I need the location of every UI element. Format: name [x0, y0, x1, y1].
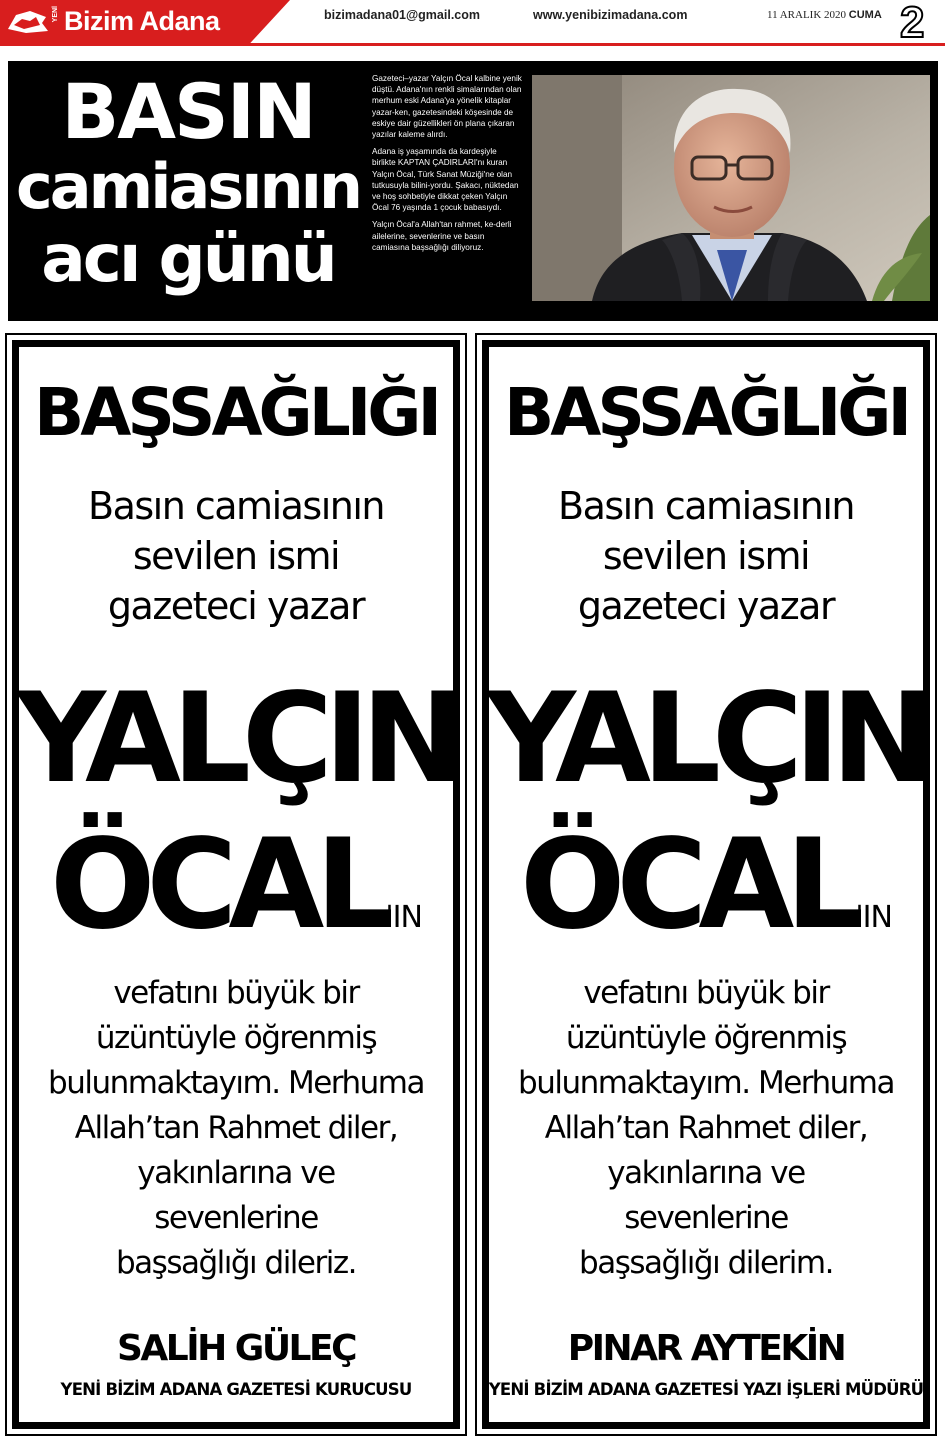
deceased-first-name: YALÇIN [486, 667, 926, 811]
news-paragraph-3: Yalçın Öcal'a Allah'tan rahmet, ke-derli ailelerine, sevenlerine ve basın camiasına başsağlığı diliyoruz. [372, 220, 512, 252]
page-number: 2 [900, 0, 925, 47]
issue-date [767, 9, 882, 21]
ad-message-line: üzüntüyle öğrenmiş [95, 1020, 377, 1056]
ad-message-line: bulunmaktayım. Merhuma [48, 1065, 424, 1101]
ad-message-line: Allah’tan Rahmet diler, [74, 1110, 398, 1146]
ad-title: BAŞSAĞLIĞI [503, 374, 909, 451]
brand-name: Bizim Adana [64, 6, 220, 36]
ad-signer-name: PINAR AYTEKİN [567, 1328, 845, 1369]
ad-message-line: vefatını büyük bir [113, 975, 359, 1011]
ad-intro [475, 481, 937, 631]
ad-message-line: Allah’tan Rahmet diler, [544, 1110, 868, 1146]
news-headline [8, 67, 368, 297]
ad-message-line: sevenlerine [154, 1200, 318, 1236]
name-suffix: 'IN [385, 900, 422, 935]
ad-message-line: vefatını büyük bir [583, 975, 829, 1011]
masthead-rule [0, 43, 945, 46]
ad-message-line: yakınlarına ve [607, 1155, 805, 1191]
ad-intro-line: gazeteci yazar [107, 584, 365, 628]
ad-message-line: bulunmaktayım. Merhuma [518, 1065, 894, 1101]
news-article-text [372, 73, 522, 259]
ad-content [5, 333, 467, 1436]
ad-message-line: sevenlerine [624, 1200, 788, 1236]
ad-message-line: yakınlarına ve [137, 1155, 335, 1191]
ad-message [5, 971, 467, 1286]
deceased-last-name-text: ÖCAL [520, 813, 856, 957]
ad-title: BAŞSAĞLIĞI [33, 374, 439, 451]
news-paragraph-1: Gazeteci–yazar Yalçın Öcal kalbine yenik düştü. Adana'nın renkli simalarından olan merhum eski Adana'ya yönelik kitaplar yazar-ken, gazetesindeki köşesinde de eskiye dair güzellikleri ön plana çıkaran yazılar kaleme alırdı. [372, 74, 522, 140]
portrait-photo [532, 75, 930, 301]
issue-date-value: 11 ARALIK 2020 [767, 9, 847, 21]
ad-signer-role: YENİ BİZİM ADANA GAZETESİ YAZI İŞLERİ MÜDÜRÜ [488, 1380, 924, 1399]
contact-email-link[interactable]: bizimadana01@gmail.com [324, 8, 480, 22]
ad-signer-role: YENİ BİZİM ADANA GAZETESİ KURUCUSU [60, 1380, 412, 1399]
ad-intro [5, 481, 467, 631]
newspaper-logo-icon [6, 7, 50, 37]
headline-line-2: camiasının [16, 150, 360, 223]
ad-content [475, 333, 937, 1436]
condolence-ad-left [5, 333, 467, 1436]
ad-message [475, 971, 937, 1286]
ad-intro-line: Basın camiasının [88, 484, 384, 528]
ad-intro-line: gazeteci yazar [577, 584, 835, 628]
ad-signer-name: SALİH GÜLEÇ [116, 1328, 356, 1369]
name-suffix: 'IN [855, 900, 892, 935]
brand-prefix: YENİ [52, 6, 59, 23]
ad-intro-line: sevilen ismi [132, 534, 340, 578]
deceased-last-name [5, 813, 467, 986]
deceased-last-name [475, 813, 937, 986]
masthead [0, 0, 945, 48]
deceased-first-name: YALÇIN [16, 667, 456, 811]
headline-line-3: acı günü [41, 220, 335, 297]
ad-message-line: başsağlığı dilerim. [579, 1245, 833, 1281]
ad-message-line: başsağlığı dileriz. [116, 1245, 356, 1281]
news-paragraph-2: Adana iş yaşamında da kardeşiyle birlikte KAPTAN ÇADIRLARI'nı kuran Yalçın Öcal, Türk Sanat Müziği'ne olan tutkusuyla bilini-yordu. Şakacı, nüktedan ve hoş sohbetiyle dikkat çeken Yalçın Öcal 76 yaşında 1 çocuk babasıydı. [372, 147, 519, 213]
ad-message-line: üzüntüyle öğrenmiş [565, 1020, 847, 1056]
website-link[interactable]: www.yenibizimadana.com [533, 8, 688, 22]
ad-intro-line: Basın camiasının [558, 484, 854, 528]
ad-intro-line: sevilen ismi [602, 534, 810, 578]
condolence-ad-right [475, 333, 937, 1436]
headline-line-1: BASIN [61, 67, 315, 156]
news-band [8, 61, 938, 321]
issue-weekday: CUMA [848, 9, 882, 21]
deceased-last-name-text: ÖCAL [50, 813, 386, 957]
